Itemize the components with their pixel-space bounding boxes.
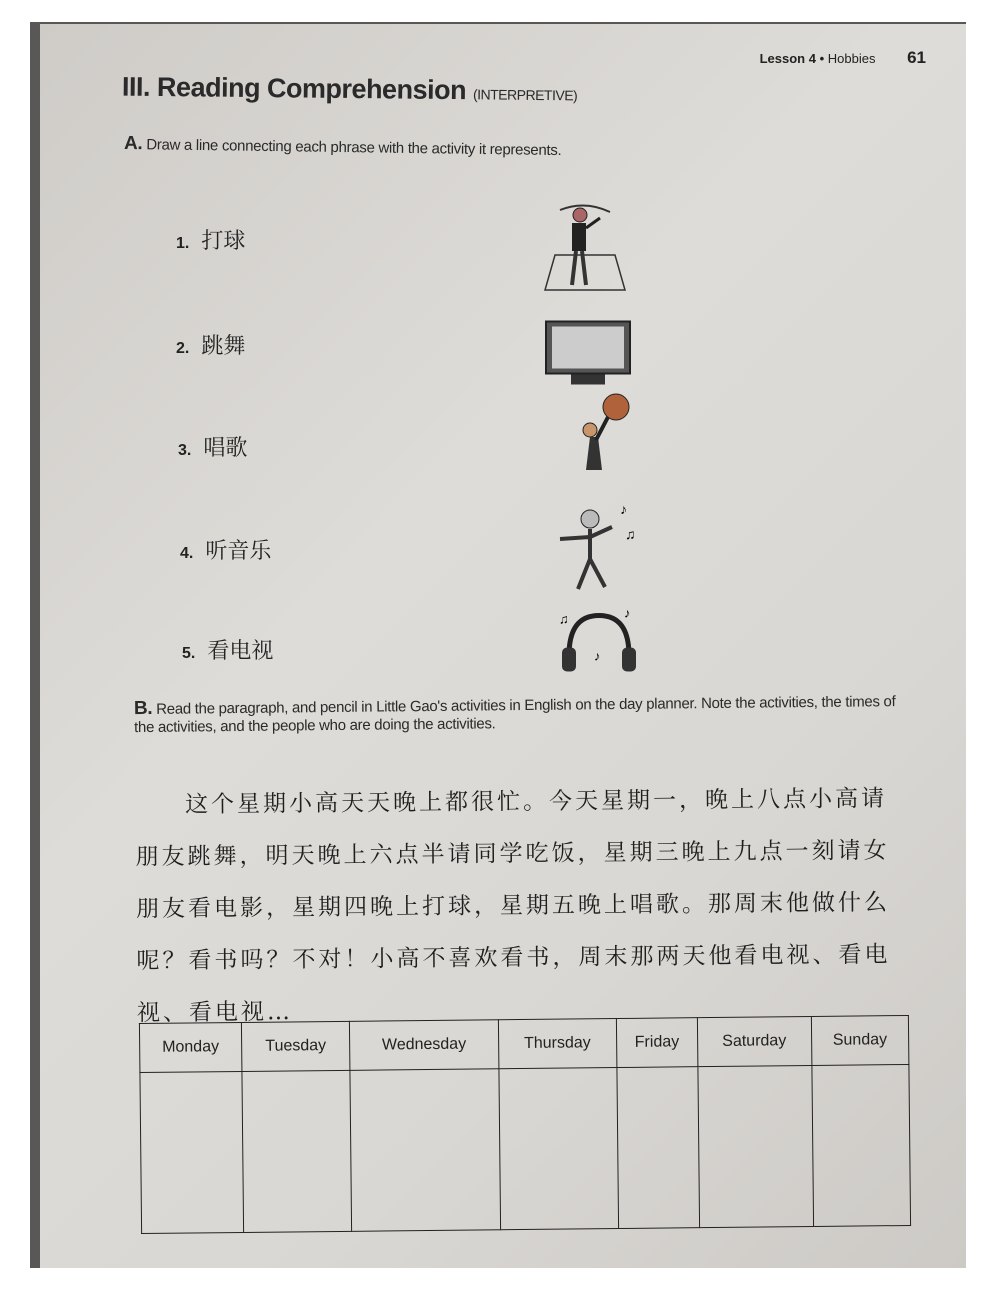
phrase-item: 4. 听音乐 <box>180 539 272 564</box>
part-b-text: Read the paragraph, and pencil in Little Gao's activities in English on the day planner. Note the activities, the times of the activities, and the people who are doing the activities. <box>134 693 896 737</box>
svg-text:♫: ♫ <box>625 526 636 542</box>
part-a-letter: A. <box>123 132 143 155</box>
basketball-icon <box>558 392 648 487</box>
phrase-item: 5. 看电视 <box>182 639 274 664</box>
part-a-text: Draw a line connecting each phrase with the activity it represents. <box>146 136 562 160</box>
planner-cell[interactable] <box>242 1070 352 1232</box>
day-header-sunday: Sunday <box>811 1015 909 1065</box>
singing-icon <box>540 200 630 295</box>
day-header-thursday: Thursday <box>498 1019 617 1069</box>
part-b-letter: B. <box>133 697 153 720</box>
svg-text:♫: ♫ <box>559 611 569 627</box>
headphones-icon <box>554 598 644 693</box>
reading-paragraph <box>135 773 907 1040</box>
svg-text:♪: ♪ <box>594 648 601 664</box>
planner-cell[interactable] <box>812 1064 911 1226</box>
section-mode: (INTERPRETIVE) <box>472 86 578 104</box>
day-header-friday: Friday <box>616 1018 697 1068</box>
svg-text:♪: ♪ <box>624 605 631 621</box>
phrase-item: 2. 跳舞 <box>176 334 246 359</box>
section-title-text: III. Reading Comprehension <box>121 71 467 106</box>
planner-cell[interactable] <box>698 1065 814 1227</box>
topic-label: Hobbies <box>827 51 876 66</box>
day-planner-table <box>139 1015 911 1234</box>
planner-cell[interactable] <box>350 1069 500 1232</box>
planner-cell[interactable] <box>617 1067 699 1229</box>
part-a-instruction <box>124 133 562 161</box>
page-number: 61 <box>907 48 926 67</box>
textbook-page <box>40 24 966 1268</box>
planner-cell[interactable] <box>498 1068 618 1230</box>
day-header-saturday: Saturday <box>697 1016 811 1066</box>
day-header-monday: Monday <box>139 1022 241 1072</box>
phrase-item: 1. 打球 <box>176 229 246 254</box>
svg-text:♪: ♪ <box>620 501 627 517</box>
running-header: Lesson 4 • Hobbies 61 <box>759 48 926 67</box>
section-title <box>122 72 578 108</box>
lesson-label: Lesson 4 <box>759 51 816 66</box>
tv-icon <box>543 306 633 401</box>
part-b-instruction <box>134 692 914 737</box>
day-header-wednesday: Wednesday <box>350 1020 499 1071</box>
planner-cell[interactable] <box>140 1071 244 1233</box>
paragraph-text: 这个星期小高天天晚上都很忙。今天星期一，晚上八点小高请朋友跳舞，明天晚上六点半请同学吃饭，星期三晚上九点一刻请女朋友看电影，星期四晚上打球，星期五晚上唱歌。那周末他做什么呢？看书吗？不对！小高不喜欢看书，周末那两天他看电视、看电视、看电视… <box>135 785 891 1027</box>
dancing-icon <box>550 499 640 594</box>
day-header-tuesday: Tuesday <box>241 1021 350 1071</box>
phrase-item: 3. 唱歌 <box>178 436 248 461</box>
